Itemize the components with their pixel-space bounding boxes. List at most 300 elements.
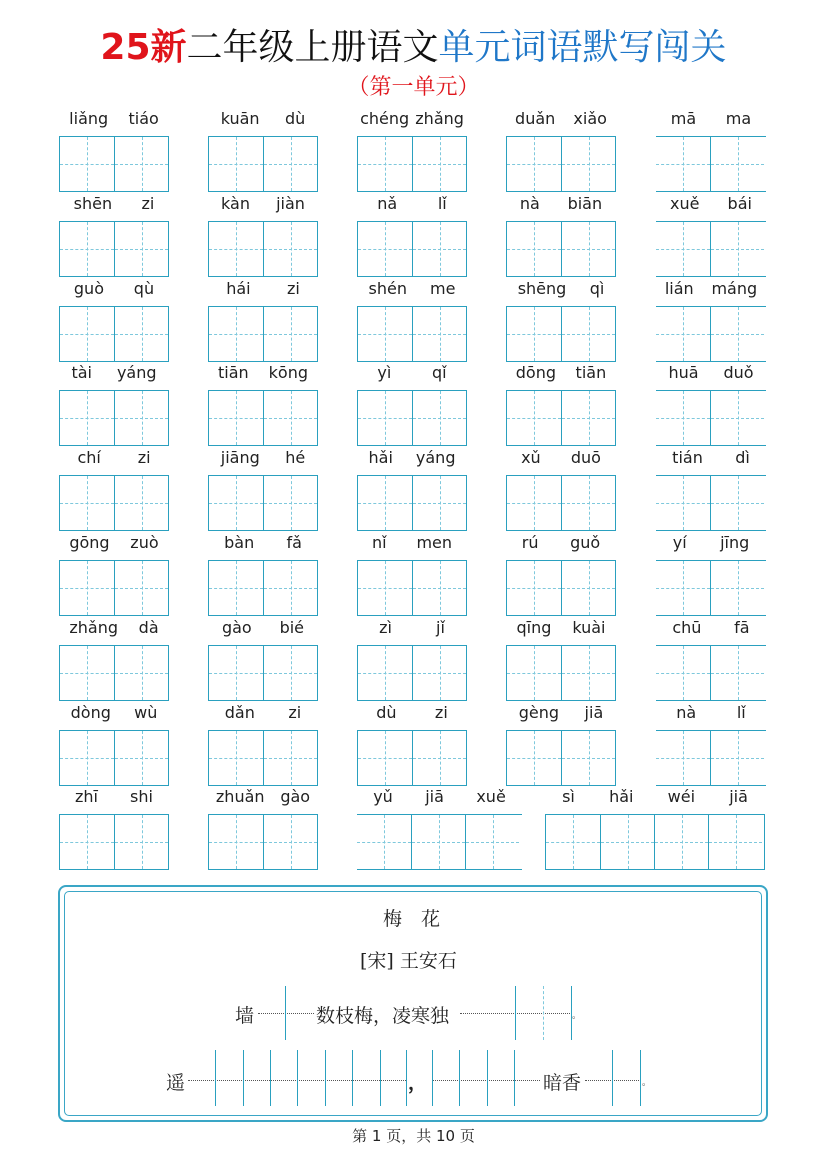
title-prefix: 25新	[100, 27, 187, 68]
writing-grid[interactable]	[59, 306, 169, 362]
tianzige-box[interactable]	[60, 815, 114, 869]
writing-grid[interactable]	[357, 390, 467, 446]
tianzige-box[interactable]	[561, 137, 615, 191]
tianzige-box[interactable]	[114, 222, 168, 276]
pinyin	[59, 447, 169, 467]
tianzige-box[interactable]	[60, 646, 114, 700]
writing-grid[interactable]	[357, 645, 467, 701]
pinyin-syllable: zi	[434, 703, 448, 722]
pinyin-syllable: duō	[570, 448, 601, 467]
pinyin	[506, 362, 616, 382]
tianzige-box[interactable]	[60, 391, 114, 445]
pinyin-syllable: qǐ	[432, 363, 447, 382]
tianzige-box[interactable]	[209, 137, 263, 191]
writing-grid[interactable]	[357, 306, 467, 362]
tianzige-box[interactable]	[507, 646, 561, 700]
pinyin	[59, 786, 169, 806]
tianzige-box[interactable]	[209, 476, 263, 530]
writing-grid[interactable]	[59, 221, 169, 277]
blank-divider	[612, 1050, 613, 1106]
tianzige-box[interactable]	[263, 561, 317, 615]
tianzige-box[interactable]	[561, 307, 615, 361]
tianzige-box[interactable]	[358, 476, 412, 530]
writing-grid[interactable]	[357, 136, 467, 192]
tianzige-box[interactable]	[412, 137, 466, 191]
pinyin-syllable: hǎi	[368, 448, 393, 467]
writing-grid[interactable]	[208, 475, 318, 531]
pinyin-syllable: zhī	[75, 787, 98, 806]
pinyin-syllable: wéi	[667, 787, 696, 806]
tianzige-box[interactable]	[654, 815, 708, 869]
tianzige-box[interactable]	[656, 222, 710, 276]
tianzige-box[interactable]	[114, 307, 168, 361]
writing-grid[interactable]	[59, 475, 169, 531]
pinyin-syllable: chí	[77, 448, 101, 467]
tianzige-box[interactable]	[561, 731, 615, 785]
pinyin-syllable: nǎ	[377, 194, 398, 213]
tianzige-box[interactable]	[507, 307, 561, 361]
pinyin	[59, 278, 169, 298]
pinyin-syllable: jiā	[584, 703, 604, 722]
pinyin	[656, 702, 766, 722]
writing-grid[interactable]	[357, 730, 467, 786]
blank-divider	[243, 1050, 244, 1106]
writing-grid[interactable]	[59, 645, 169, 701]
writing-grid[interactable]	[506, 136, 616, 192]
tianzige-box[interactable]	[561, 561, 615, 615]
writing-grid[interactable]	[656, 390, 766, 446]
blank-divider	[352, 1050, 353, 1106]
pinyin	[357, 786, 522, 806]
page-title	[0, 26, 827, 70]
pinyin-syllable: rú	[521, 533, 539, 552]
pinyin-syllable: yáng	[116, 363, 157, 382]
writing-grid[interactable]	[656, 730, 766, 786]
poem-author: [宋] 王安石	[360, 950, 457, 972]
tianzige-box[interactable]	[358, 391, 412, 445]
pinyin-syllable: dǎn	[224, 703, 255, 722]
pinyin-syllable: lǐ	[736, 703, 746, 722]
pinyin	[357, 362, 467, 382]
tianzige-box[interactable]	[60, 137, 114, 191]
pinyin-syllable: tián	[672, 448, 703, 467]
blank-divider	[459, 1050, 460, 1106]
tianzige-box[interactable]	[209, 561, 263, 615]
pinyin-syllable: ma	[725, 109, 752, 128]
poem-line2-comma: ，	[408, 1072, 428, 1094]
writing-grid[interactable]	[506, 645, 616, 701]
writing-grid[interactable]	[506, 221, 616, 277]
blank-divider	[514, 1050, 515, 1106]
pinyin-syllable: tiān	[217, 363, 249, 382]
tianzige-box[interactable]	[656, 307, 710, 361]
tianzige-box[interactable]	[710, 391, 764, 445]
pinyin-syllable: fǎ	[286, 533, 302, 552]
pinyin-syllable: qīng	[516, 618, 552, 637]
pinyin-syllable: jiā	[425, 787, 444, 806]
tianzige-box[interactable]	[411, 815, 465, 869]
tianzige-box[interactable]	[60, 476, 114, 530]
tianzige-box[interactable]	[357, 815, 411, 869]
blank-divider	[215, 1050, 216, 1106]
pinyin-syllable: shēn	[73, 194, 113, 213]
tianzige-box[interactable]	[708, 815, 762, 869]
blank-divider	[297, 1050, 298, 1106]
pinyin-syllable: jiā	[729, 787, 748, 806]
tianzige-box[interactable]	[600, 815, 654, 869]
tianzige-box[interactable]	[656, 391, 710, 445]
poem-line1-end: 。	[572, 1011, 582, 1021]
tianzige-box[interactable]	[561, 476, 615, 530]
pinyin-syllable: yí	[672, 533, 687, 552]
pinyin	[656, 108, 766, 128]
tianzige-box[interactable]	[263, 307, 317, 361]
tianzige-box[interactable]	[412, 561, 466, 615]
tianzige-box[interactable]	[412, 391, 466, 445]
tianzige-box[interactable]	[710, 476, 764, 530]
blank-line[interactable]	[432, 1080, 540, 1081]
blank-divider	[406, 1050, 407, 1106]
pinyin-syllable: kuài	[572, 618, 606, 637]
pinyin-syllable: chéng	[360, 109, 410, 128]
pinyin	[59, 193, 169, 213]
pinyin	[545, 786, 765, 806]
pinyin-syllable: wù	[134, 703, 158, 722]
writing-grid[interactable]	[506, 730, 616, 786]
poem-line1-middle: 数枝梅，凌寒独	[316, 1005, 450, 1027]
tianzige-box[interactable]	[412, 476, 466, 530]
unit-subtitle: （第一单元）	[347, 75, 480, 100]
pinyin-syllable: kōng	[268, 363, 308, 382]
pinyin-syllable: yáng	[415, 448, 456, 467]
pinyin-syllable: men	[416, 533, 453, 552]
pinyin	[357, 532, 467, 552]
blank-divider	[543, 986, 544, 1040]
writing-grid[interactable]	[357, 475, 467, 531]
poem-line2-end: 。	[642, 1078, 652, 1088]
pinyin-syllable: máng	[711, 279, 758, 298]
pinyin-syllable: fā	[734, 618, 750, 637]
writing-grid[interactable]	[656, 560, 766, 616]
pinyin-syllable: zi	[286, 279, 300, 298]
pinyin-syllable: bié	[279, 618, 305, 637]
tianzige-box[interactable]	[114, 476, 168, 530]
tianzige-box[interactable]	[656, 731, 710, 785]
tianzige-box[interactable]	[263, 391, 317, 445]
pinyin-syllable: xǔ	[521, 448, 541, 467]
tianzige-box[interactable]	[60, 561, 114, 615]
tianzige-box[interactable]	[507, 222, 561, 276]
pinyin-syllable: jīng	[720, 533, 750, 552]
pinyin	[208, 786, 318, 806]
tianzige-box[interactable]	[546, 815, 600, 869]
pinyin	[357, 278, 467, 298]
pinyin	[208, 362, 318, 382]
pinyin-syllable: bàn	[224, 533, 255, 552]
writing-grid[interactable]	[656, 136, 766, 192]
tianzige-box[interactable]	[263, 815, 317, 869]
pinyin	[59, 617, 169, 637]
pinyin-syllable: huā	[668, 363, 699, 382]
writing-grid[interactable]	[545, 814, 765, 870]
poem-line2-middle: 暗香	[543, 1072, 582, 1094]
tianzige-box[interactable]	[209, 646, 263, 700]
pinyin-syllable: kàn	[221, 194, 250, 213]
pinyin-syllable: shēng	[517, 279, 567, 298]
pinyin-syllable: liǎng	[69, 109, 109, 128]
pinyin-syllable: dōng	[515, 363, 557, 382]
tianzige-box[interactable]	[263, 222, 317, 276]
pinyin-syllable: jiāng	[220, 448, 260, 467]
blank-divider	[487, 1050, 488, 1106]
poem-line1-start: 墙	[235, 1005, 255, 1027]
pinyin	[656, 532, 766, 552]
pinyin-syllable: xuě	[670, 194, 700, 213]
pinyin	[357, 702, 467, 722]
tianzige-box[interactable]	[710, 222, 764, 276]
blank-divider	[640, 1050, 641, 1106]
title-grade: 二年级上册语文	[186, 27, 439, 68]
pinyin-syllable: gào	[221, 618, 252, 637]
tianzige-box[interactable]	[209, 815, 263, 869]
pinyin-syllable: shi	[130, 787, 153, 806]
pinyin-syllable: yì	[377, 363, 392, 382]
writing-grid[interactable]	[357, 560, 467, 616]
pinyin-syllable: jiàn	[276, 194, 305, 213]
tianzige-box[interactable]	[358, 307, 412, 361]
pinyin	[208, 702, 318, 722]
tianzige-box[interactable]	[263, 646, 317, 700]
tianzige-box[interactable]	[209, 391, 263, 445]
pinyin	[506, 447, 616, 467]
writing-grid[interactable]	[208, 730, 318, 786]
writing-grid[interactable]	[59, 390, 169, 446]
tianzige-box[interactable]	[114, 137, 168, 191]
tianzige-box[interactable]	[60, 731, 114, 785]
tianzige-box[interactable]	[263, 476, 317, 530]
pinyin-syllable: guò	[73, 279, 104, 298]
pinyin-syllable: shén	[368, 279, 407, 298]
pinyin-syllable: gèng	[518, 703, 560, 722]
writing-grid[interactable]	[506, 306, 616, 362]
blank-divider	[325, 1050, 326, 1106]
pinyin-syllable: dà	[138, 618, 159, 637]
pinyin-syllable: xiǎo	[573, 109, 607, 128]
pinyin	[506, 532, 616, 552]
tianzige-box[interactable]	[710, 561, 764, 615]
pinyin	[506, 702, 616, 722]
tianzige-box[interactable]	[209, 731, 263, 785]
tianzige-box[interactable]	[561, 646, 615, 700]
pinyin	[208, 108, 318, 128]
writing-grid[interactable]	[208, 560, 318, 616]
tianzige-box[interactable]	[710, 307, 764, 361]
tianzige-box[interactable]	[412, 307, 466, 361]
pinyin-syllable: yǔ	[373, 787, 393, 806]
tianzige-box[interactable]	[209, 222, 263, 276]
tianzige-box[interactable]	[412, 646, 466, 700]
tianzige-box[interactable]	[561, 391, 615, 445]
pinyin-syllable: nǐ	[371, 533, 387, 552]
tianzige-box[interactable]	[114, 646, 168, 700]
writing-grid[interactable]	[208, 814, 318, 870]
pinyin-syllable: kuān	[220, 109, 260, 128]
pinyin	[208, 278, 318, 298]
pinyin-syllable: tài	[71, 363, 92, 382]
writing-grid[interactable]	[208, 390, 318, 446]
pinyin-syllable: gào	[280, 787, 311, 806]
tianzige-box[interactable]	[114, 391, 168, 445]
pinyin-syllable: duǎn	[515, 109, 556, 128]
tianzige-box[interactable]	[507, 476, 561, 530]
tianzige-box[interactable]	[656, 561, 710, 615]
writing-grid[interactable]	[208, 136, 318, 192]
pinyin-syllable: lián	[664, 279, 694, 298]
writing-grid[interactable]	[59, 814, 169, 870]
blank-line[interactable]	[585, 1080, 641, 1081]
blank-divider	[270, 1050, 271, 1106]
pinyin	[656, 447, 766, 467]
poem-line2-start: 遥	[166, 1072, 186, 1094]
pinyin	[506, 193, 616, 213]
tianzige-box[interactable]	[561, 222, 615, 276]
tianzige-box[interactable]	[358, 731, 412, 785]
writing-grid[interactable]	[208, 645, 318, 701]
pinyin-syllable: zi	[288, 703, 302, 722]
tianzige-box[interactable]	[263, 137, 317, 191]
poem-title: 梅 花	[383, 908, 441, 930]
pinyin	[656, 617, 766, 637]
tianzige-box[interactable]	[507, 391, 561, 445]
tianzige-box[interactable]	[358, 646, 412, 700]
pinyin-syllable: tiān	[575, 363, 607, 382]
pinyin-syllable: dù	[376, 703, 397, 722]
tianzige-box[interactable]	[60, 222, 114, 276]
tianzige-box[interactable]	[507, 731, 561, 785]
writing-grid[interactable]	[656, 645, 766, 701]
tianzige-box[interactable]	[656, 476, 710, 530]
pinyin-syllable: nà	[519, 194, 540, 213]
writing-grid[interactable]	[59, 730, 169, 786]
tianzige-box[interactable]	[710, 731, 764, 785]
tianzige-box[interactable]	[656, 137, 710, 191]
writing-grid[interactable]	[656, 306, 766, 362]
pinyin	[208, 617, 318, 637]
pinyin-syllable: zi	[137, 448, 151, 467]
tianzige-box[interactable]	[710, 137, 764, 191]
pinyin-syllable: zi	[141, 194, 155, 213]
pinyin	[656, 362, 766, 382]
writing-grid[interactable]	[357, 221, 467, 277]
pinyin-syllable: hé	[285, 448, 306, 467]
tianzige-box[interactable]	[60, 307, 114, 361]
pinyin-syllable: sì	[562, 787, 575, 806]
pinyin	[506, 617, 616, 637]
writing-grid[interactable]	[357, 814, 522, 870]
pinyin-syllable: qì	[589, 279, 605, 298]
writing-grid[interactable]	[208, 221, 318, 277]
pinyin	[357, 617, 467, 637]
tianzige-box[interactable]	[465, 815, 519, 869]
pinyin-syllable: mā	[670, 109, 697, 128]
pinyin-syllable: qù	[133, 279, 155, 298]
tianzige-box[interactable]	[412, 222, 466, 276]
tianzige-box[interactable]	[656, 646, 710, 700]
tianzige-box[interactable]	[263, 731, 317, 785]
pinyin-syllable: jǐ	[436, 618, 445, 637]
pinyin-syllable: dì	[735, 448, 750, 467]
pinyin-syllable: lǐ	[437, 194, 447, 213]
pinyin-syllable: dòng	[70, 703, 111, 722]
pinyin	[656, 278, 766, 298]
pinyin	[357, 108, 467, 128]
writing-grid[interactable]	[59, 560, 169, 616]
page-footer: 第 1 页，共 10 页	[352, 1127, 475, 1145]
pinyin-syllable: tiáo	[128, 109, 159, 128]
tianzige-box[interactable]	[209, 307, 263, 361]
pinyin-syllable: nà	[676, 703, 697, 722]
tianzige-box[interactable]	[358, 561, 412, 615]
pinyin-syllable: gōng	[69, 533, 110, 552]
blank-line[interactable]	[460, 1013, 572, 1014]
tianzige-box[interactable]	[507, 137, 561, 191]
pinyin-syllable: chū	[672, 618, 702, 637]
blank-divider	[515, 986, 516, 1040]
pinyin-syllable: zuò	[130, 533, 159, 552]
writing-grid[interactable]	[656, 475, 766, 531]
pinyin	[59, 532, 169, 552]
pinyin-syllable: zhǎng	[69, 618, 118, 637]
pinyin	[357, 447, 467, 467]
writing-grid[interactable]	[656, 221, 766, 277]
tianzige-box[interactable]	[710, 646, 764, 700]
tianzige-box[interactable]	[358, 222, 412, 276]
pinyin-syllable: guǒ	[570, 533, 601, 552]
pinyin	[506, 278, 616, 298]
pinyin	[59, 702, 169, 722]
pinyin	[59, 362, 169, 382]
title-topic: 单元词语默写闯关	[438, 27, 727, 68]
tianzige-box[interactable]	[114, 731, 168, 785]
pinyin	[357, 193, 467, 213]
pinyin-syllable: dù	[284, 109, 306, 128]
tianzige-box[interactable]	[114, 815, 168, 869]
pinyin-syllable: duǒ	[723, 363, 754, 382]
pinyin	[656, 193, 766, 213]
tianzige-box[interactable]	[358, 137, 412, 191]
blank-divider	[285, 986, 286, 1040]
pinyin-syllable: zhǎng	[415, 109, 464, 128]
pinyin-syllable: zhuǎn	[215, 787, 265, 806]
writing-grid[interactable]	[506, 390, 616, 446]
writing-grid[interactable]	[59, 136, 169, 192]
tianzige-box[interactable]	[114, 561, 168, 615]
blank-divider	[380, 1050, 381, 1106]
pinyin	[506, 108, 616, 128]
tianzige-box[interactable]	[412, 731, 466, 785]
tianzige-box[interactable]	[507, 561, 561, 615]
pinyin-syllable: me	[430, 279, 456, 298]
pinyin-syllable: biān	[567, 194, 603, 213]
pinyin-syllable: zì	[379, 618, 392, 637]
pinyin-syllable: hái	[226, 279, 251, 298]
pinyin	[208, 532, 318, 552]
writing-grid[interactable]	[506, 475, 616, 531]
writing-grid[interactable]	[506, 560, 616, 616]
pinyin-syllable: hǎi	[609, 787, 634, 806]
writing-grid[interactable]	[208, 306, 318, 362]
blank-line[interactable]	[258, 1013, 314, 1014]
